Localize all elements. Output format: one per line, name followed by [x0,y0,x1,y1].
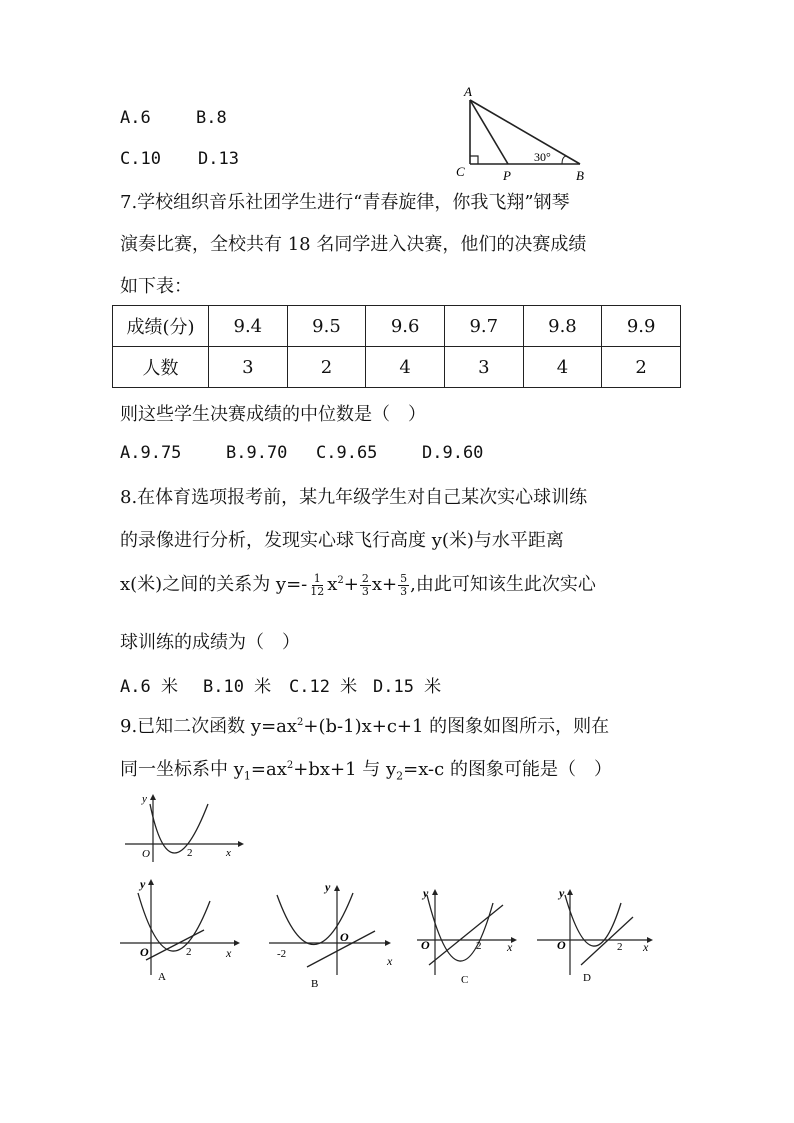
table-row-scores [113,306,681,347]
graph-label: B [311,978,319,990]
x-axis-arrow [385,940,391,946]
linear-line [581,917,633,965]
q9-graph-c [415,883,525,988]
q7-text-line3: 如下表： [120,276,192,297]
fraction-2-3 [360,573,371,598]
q9-main-graph [120,792,245,867]
q9-line1-part-a: 9.已知二次函数 y=ax [120,716,298,737]
q9-exponent: 2 [297,717,304,728]
table-row-counts [113,347,681,388]
fraction-denominator: 3 [400,584,408,598]
q8-line3-suffix: ,由此可知该生此次实心 [410,574,596,595]
x-axis-arrow [238,841,244,847]
x-axis-arrow [234,940,240,946]
origin-label: O [421,938,430,952]
y-axis-arrow [334,885,340,891]
q8-text-line1: 8.在体育选项报考前，某九年级学生对自己某次实心球训练 [120,487,588,508]
graph-label: A [158,971,166,983]
q7-question: 则这些学生决赛成绩的中位数是（ ） [120,404,426,425]
q7-score-table [112,305,681,388]
angle-arc [562,156,566,164]
graph-label: D [583,972,591,984]
parabola-curve [138,893,210,951]
table-cell: 9.4 [209,306,288,347]
fraction-5-3 [398,573,409,598]
q6-option-d[interactable]: D.13 [198,149,239,169]
axis-label-x: x [387,954,393,968]
y-axis-arrow [567,889,573,895]
q7-option-d[interactable]: D.9.60 [422,443,484,463]
fraction-denominator: 3 [361,584,369,598]
table-cell: 9.7 [444,306,523,347]
linear-line [429,905,503,965]
fraction-denominator: 12 [310,584,325,598]
y-axis-arrow [432,889,438,895]
axis-label-x: x [226,847,231,859]
q7-text-line2: 演奏比赛，全校共有 18 名同学进入决赛，他们的决赛成绩 [120,234,587,255]
tick-label: 2 [617,941,623,953]
table-cell: 9.9 [602,306,681,347]
fraction-numerator: 1 [313,571,321,585]
axis-label-y: y [423,886,429,900]
y-axis-arrow [150,794,156,800]
y-axis-arrow [148,879,154,885]
q8-option-c[interactable]: C.12 米 [289,677,358,697]
label-b: B [576,168,584,183]
axis-label-y: y [142,793,147,805]
label-c: C [456,164,465,179]
origin-label: O [557,938,566,952]
parabola-curve [565,895,621,946]
q8-plus: + [343,574,359,595]
right-angle-mark [470,156,478,164]
graph-label: C [461,974,469,986]
q8-exponent: 2 [337,575,344,586]
q8-term-x: x [327,574,338,595]
label-a: A [464,84,472,99]
q8-text-line2: 的录像进行分析，发现实心球飞行高度 y(米)与水平距离 [120,530,564,551]
label-angle: 30° [534,150,551,164]
q9-graph-b [265,875,405,990]
parabola-curve [427,895,493,961]
table-cell: 4 [366,347,445,388]
axis-label-y: y [140,877,146,891]
q7-text-line1: 7.学校组织音乐社团学生进行“青春旋律，你我飞翔”钢琴 [120,192,570,213]
table-cell: 9.6 [366,306,445,347]
q6-triangle-figure [448,84,598,184]
q9-graph-a [118,875,248,985]
parabola-curve [150,804,208,853]
table-cell: 2 [287,347,366,388]
axis-label-y: y [559,886,565,900]
q9-line1-part-b: +(b-1)x+c+1 的图象如图所示，则在 [303,716,610,737]
q9-exponent: 2 [286,760,294,771]
q6-option-b[interactable]: B.8 [196,108,227,128]
tick-label: 2 [476,940,482,952]
table-cell: 4 [523,347,602,388]
q7-option-b[interactable]: B.9.70 [226,443,288,463]
origin-label: O [142,848,150,860]
q9-text-line1 [120,712,609,738]
table-cell: 9.8 [523,306,602,347]
origin-label: O [340,930,349,944]
q8-option-a[interactable]: A.6 米 [120,677,178,697]
tick-label: 2 [186,946,192,958]
q9-line2-part-b: =ax [250,759,287,780]
table-header-count: 人数 [113,347,209,388]
q6-option-a[interactable]: A.6 [120,108,151,128]
axis-label-x: x [643,940,649,954]
axis-label-x: x [226,946,232,960]
linear-line [146,930,204,960]
table-header-score: 成绩(分) [113,306,209,347]
q9-line2-part-c: +bx+1 与 y [293,759,397,780]
q8-text-line4: 球训练的成绩为（ ） [120,632,300,653]
table-cell: 3 [444,347,523,388]
axis-label-y: y [325,880,331,894]
table-cell: 3 [209,347,288,388]
q9-text-line2 [120,755,612,783]
segment-ap [470,100,508,164]
q9-line2-part-a: 同一坐标系中 y [120,759,244,780]
q9-graph-d [535,883,660,988]
q9-line2-part-d: =x-c 的图象可能是（ ） [403,759,612,780]
tick-label: -2 [277,948,287,960]
table-cell: 9.5 [287,306,366,347]
q8-formula-line [120,570,596,598]
fraction-1-12 [308,573,326,598]
q8-term-x-plus: x+ [371,574,398,595]
q8-option-b[interactable]: B.10 米 [203,677,272,697]
tick-label: 2 [187,847,193,859]
q8-line3-prefix: x(米)之间的关系为 y=- [120,574,308,595]
q8-option-d[interactable]: D.15 米 [373,677,442,697]
q9-subscript-1: 1 [243,769,251,783]
axis-label-x: x [507,940,513,954]
side-ab [470,100,580,164]
fraction-numerator: 2 [361,571,369,585]
q7-option-c[interactable]: C.9.65 [316,443,378,463]
origin-label: O [140,945,149,959]
q6-option-c[interactable]: C.10 [120,149,161,169]
fraction-numerator: 5 [400,571,408,585]
table-cell: 2 [602,347,681,388]
label-p: P [503,168,511,183]
q7-option-a[interactable]: A.9.75 [120,443,182,463]
q9-subscript-2: 2 [396,769,404,783]
